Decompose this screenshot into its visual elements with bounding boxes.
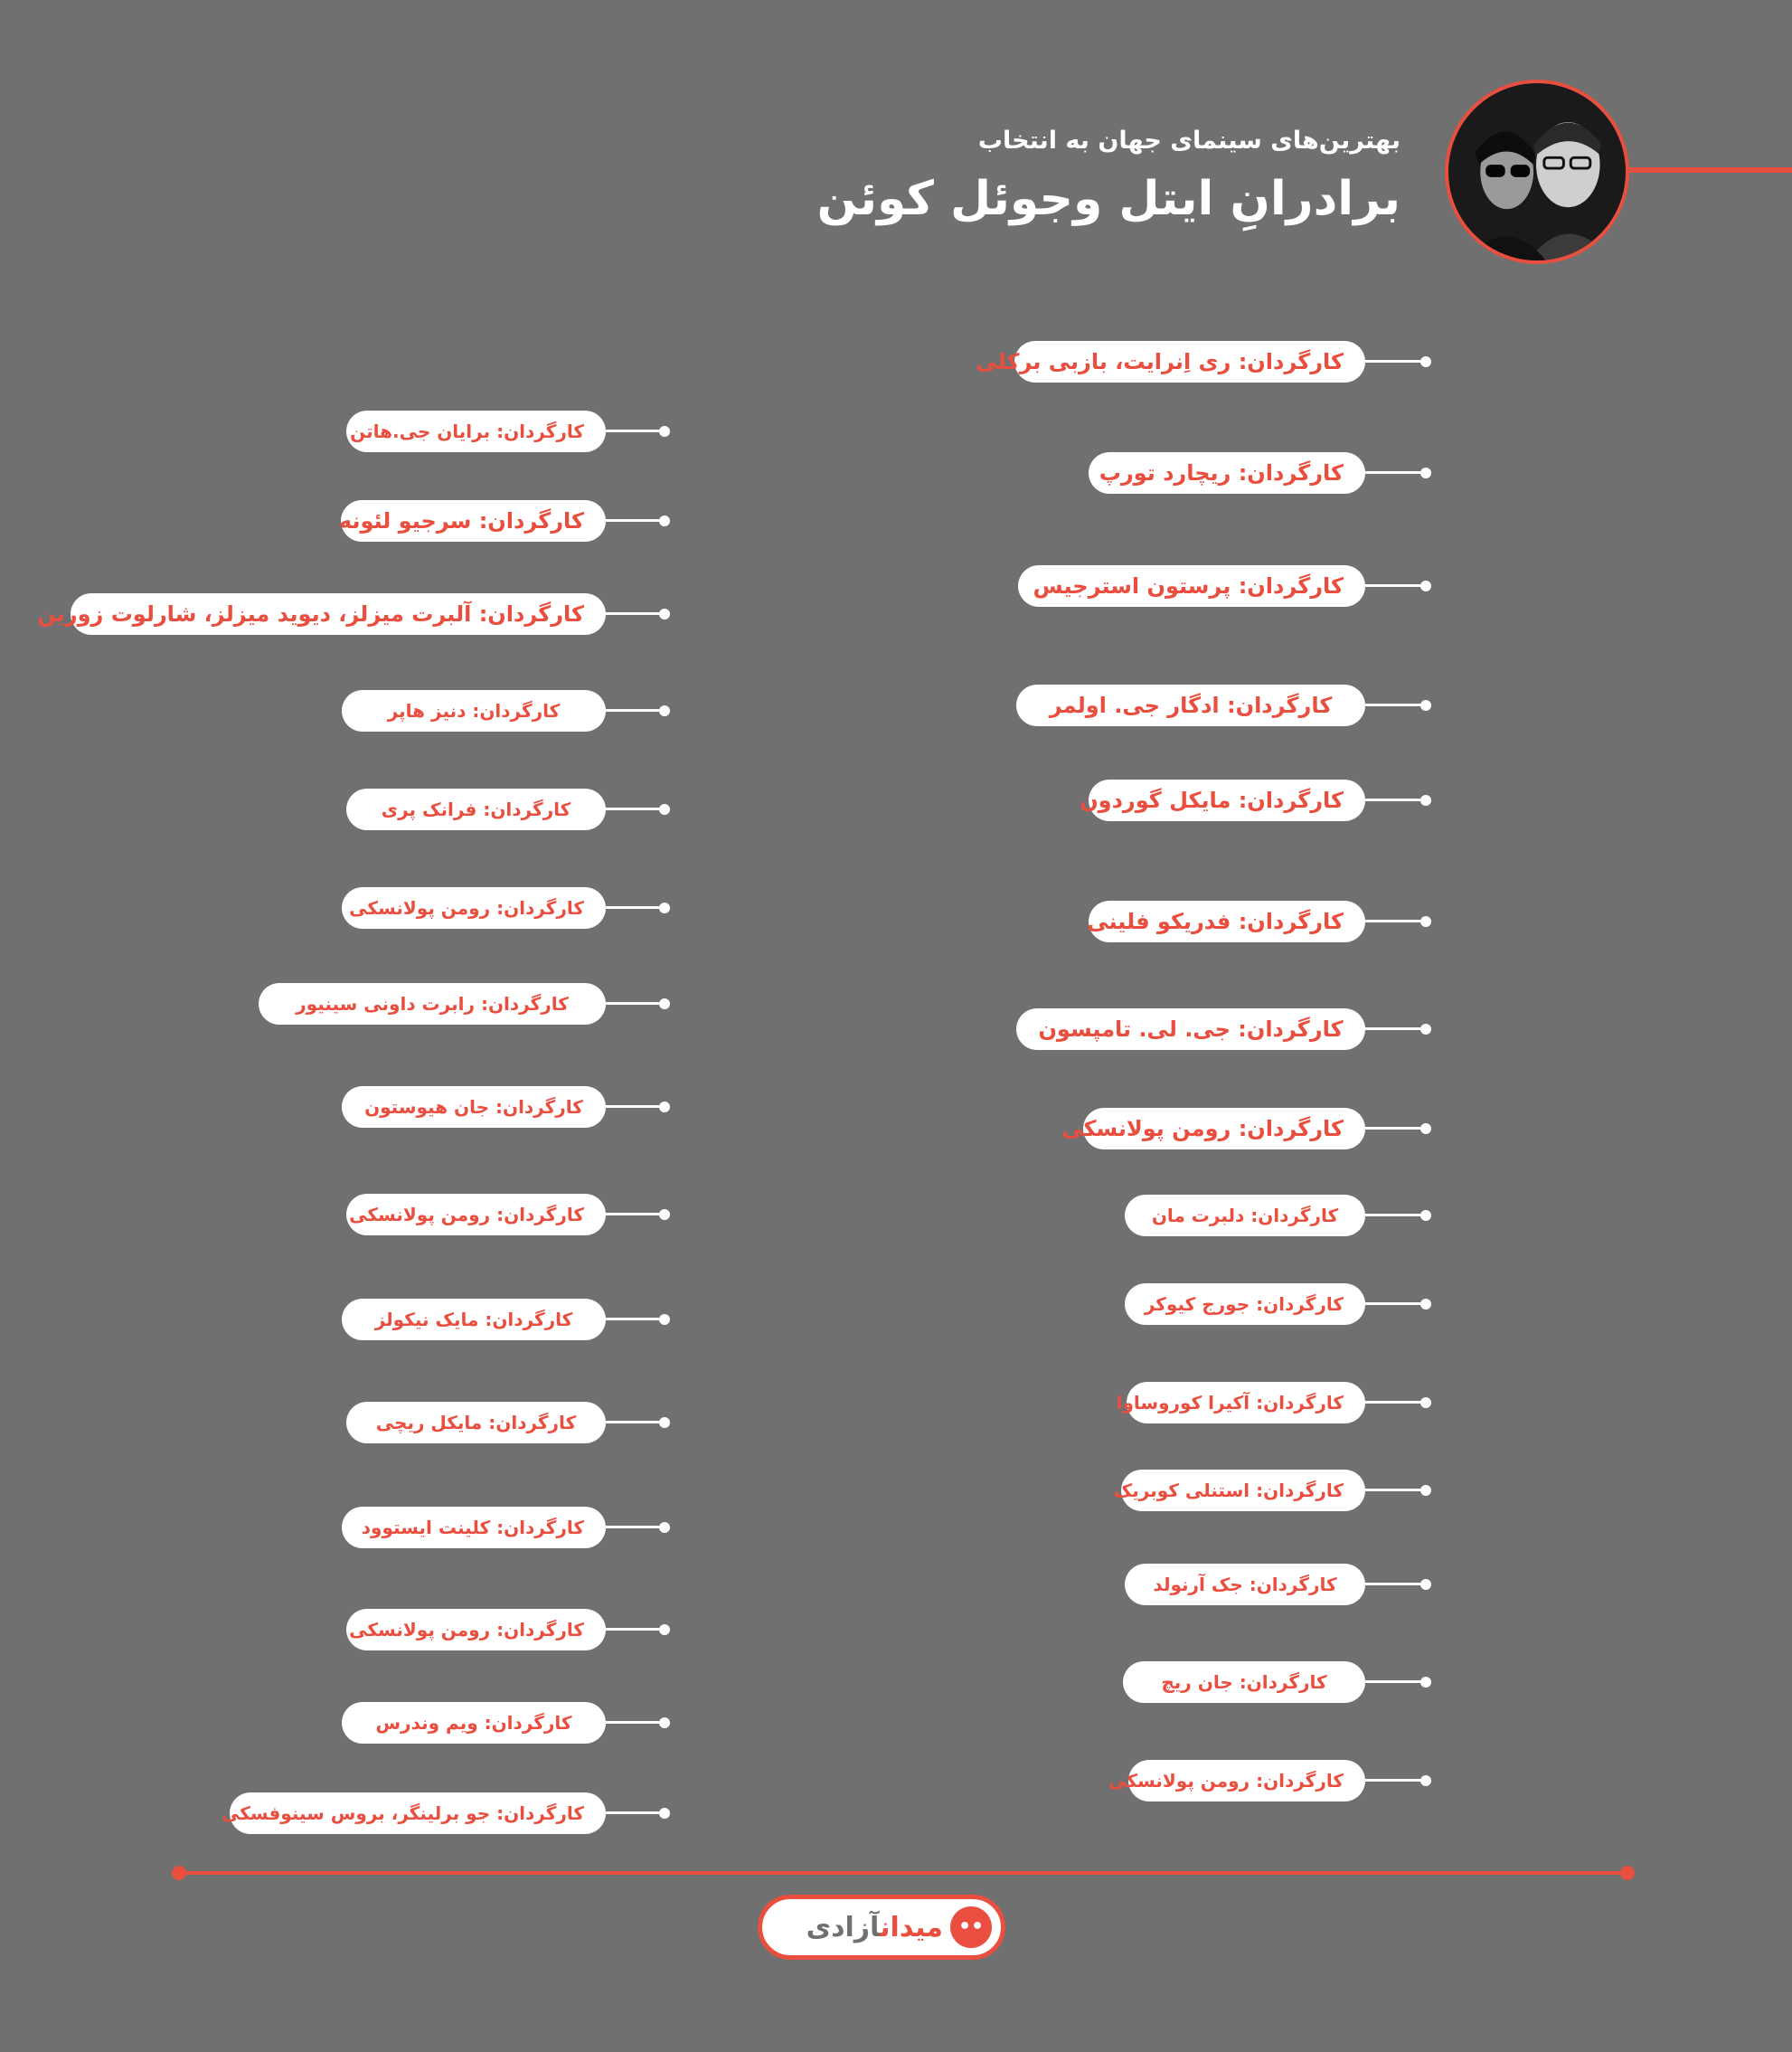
connector-line	[606, 1213, 659, 1215]
connector-line	[606, 1721, 659, 1724]
connector-line	[1365, 1401, 1420, 1404]
connector-dot	[1420, 700, 1431, 711]
connector-line	[1365, 1583, 1420, 1585]
director-pill: کارگردان: ری اِنرایت، بازبی برکلی	[1014, 341, 1365, 383]
connector-dot	[659, 609, 670, 619]
connector-line	[1365, 1680, 1420, 1683]
site-logo[interactable]	[758, 1895, 1005, 1960]
photo-illustration	[1448, 83, 1626, 260]
director-pill: کارگردان: ادگار جی. اولمر	[1016, 685, 1365, 726]
director-pill: کارگردان: مایکل ریچی	[346, 1402, 606, 1443]
connector-line	[606, 1526, 659, 1528]
connector-line	[606, 1628, 659, 1631]
connector-dot	[1420, 1579, 1431, 1590]
connector-line	[606, 1811, 659, 1814]
footer-divider	[177, 1871, 1627, 1875]
connector-line	[606, 808, 659, 810]
footer-divider-dot-left	[172, 1866, 186, 1880]
director-pill: کارگردان: فرانک پری	[346, 789, 606, 830]
director-pill: کارگردان: فدریکو فلینی	[1089, 901, 1365, 942]
connector-dot	[659, 1102, 670, 1112]
connector-line	[1365, 799, 1420, 801]
director-pill: کارگردان: رومن پولانسکی	[1083, 1108, 1365, 1149]
connector-dot	[659, 426, 670, 437]
connector-line	[1365, 1214, 1420, 1216]
connector-line	[606, 519, 659, 522]
connector-dot	[1420, 1775, 1431, 1786]
logo-text	[806, 1910, 943, 1946]
connector-dot	[1420, 356, 1431, 367]
director-pill: کارگردان: جورج کیوکر	[1125, 1283, 1365, 1325]
director-pill: کارگردان: رابرت داونی سینیور	[259, 983, 606, 1025]
connector-dot	[659, 1417, 670, 1428]
connector-dot	[1420, 1677, 1431, 1688]
director-pill: کارگردان: جان هیوستون	[342, 1086, 606, 1128]
connector-line	[606, 906, 659, 909]
connector-line	[606, 1105, 659, 1108]
connector-line	[1365, 1779, 1420, 1782]
connector-dot	[1420, 1485, 1431, 1496]
connector-dot	[659, 1624, 670, 1635]
connector-line	[1365, 1127, 1420, 1130]
connector-dot	[659, 1209, 670, 1220]
director-pill: کارگردان: جک آرنولد	[1125, 1564, 1365, 1605]
director-pill: کارگردان: استنلی کوبریک	[1121, 1470, 1365, 1511]
director-pill: کارگردان: مایکل گوردون	[1089, 780, 1365, 821]
connector-line	[1365, 584, 1420, 587]
director-pill: کارگردان: دلبرت مان	[1125, 1195, 1365, 1236]
director-pill: کارگردان: برایان جی.هاتن	[346, 411, 606, 452]
director-pill: کارگردان: جو برلینگر، بروس سینوفسکی	[230, 1792, 606, 1834]
connector-line	[606, 709, 659, 712]
connector-dot	[659, 903, 670, 913]
connector-dot	[659, 515, 670, 526]
director-pill: کارگردان: پرستون استرجیس	[1018, 565, 1365, 607]
connector-line	[1365, 704, 1420, 706]
director-pill: کارگردان: مایک نیکولز	[342, 1299, 606, 1340]
connector-line	[606, 612, 659, 615]
director-pill: کارگردان: جی. لی. تامپسون	[1016, 1008, 1365, 1050]
connector-line	[1365, 1302, 1420, 1305]
logo-mark-icon: ••	[950, 1906, 992, 1948]
connector-dot	[1420, 581, 1431, 591]
footer-divider-dot-right	[1620, 1866, 1635, 1880]
connector-dot	[659, 705, 670, 716]
connector-dot	[1420, 1299, 1431, 1310]
connector-dot	[659, 1522, 670, 1533]
director-pill: کارگردان: ریچارد تورپ	[1089, 452, 1365, 494]
header-accent-line	[1629, 167, 1792, 173]
connector-dot	[1420, 1210, 1431, 1221]
connector-dot	[659, 1808, 670, 1819]
coen-brothers-photo	[1445, 80, 1629, 264]
director-pill: کارگردان: آلبرت میزلز، دیوید میزلز، شارلوت زورین	[71, 593, 606, 635]
logo-word-a: میدان	[880, 1912, 943, 1943]
director-pill: کارگردان: رومن پولانسکی	[342, 887, 606, 929]
connector-dot	[1420, 1123, 1431, 1134]
director-pill: کارگردان: کلینت ایستوود	[342, 1507, 606, 1548]
connector-dot	[1420, 1024, 1431, 1035]
connector-line	[606, 1421, 659, 1423]
connector-dot	[1420, 1397, 1431, 1408]
director-pill: کارگردان: رومن پولانسکی	[346, 1194, 606, 1235]
connector-dot	[659, 998, 670, 1009]
connector-line	[606, 1318, 659, 1320]
connector-line	[1365, 920, 1420, 922]
connector-dot	[1420, 468, 1431, 478]
connector-line	[1365, 360, 1420, 363]
director-pill: کارگردان: ویم وندرس	[342, 1702, 606, 1744]
page-subtitle: بهترین‌های سینمای جهان به انتخاب	[977, 127, 1401, 155]
director-pill: کارگردان: دنیز هاپر	[342, 690, 606, 732]
director-pill: کارگردان: سرجیو لئونه	[341, 500, 606, 542]
director-pill: کارگردان: آکیرا کوروساوا	[1127, 1382, 1365, 1423]
connector-dot	[659, 1717, 670, 1728]
connector-line	[1365, 1489, 1420, 1491]
connector-line	[1365, 471, 1420, 474]
connector-dot	[659, 1314, 670, 1325]
connector-dot	[1420, 795, 1431, 806]
logo-word-b: آزادی	[806, 1912, 881, 1943]
connector-dot	[659, 804, 670, 815]
connector-line	[606, 1002, 659, 1005]
connector-dot	[1420, 916, 1431, 927]
header	[0, 0, 1792, 289]
director-pill: کارگردان: رومن پولانسکی	[346, 1609, 606, 1650]
director-pill: کارگردان: جان ریچ	[1123, 1661, 1365, 1703]
connector-line	[1365, 1027, 1420, 1030]
page-title: برادرانِ ایتل وجوئل کوئن	[816, 172, 1401, 226]
connector-line	[606, 430, 659, 432]
director-pill: کارگردان: رومن پولانسکی	[1128, 1760, 1365, 1801]
